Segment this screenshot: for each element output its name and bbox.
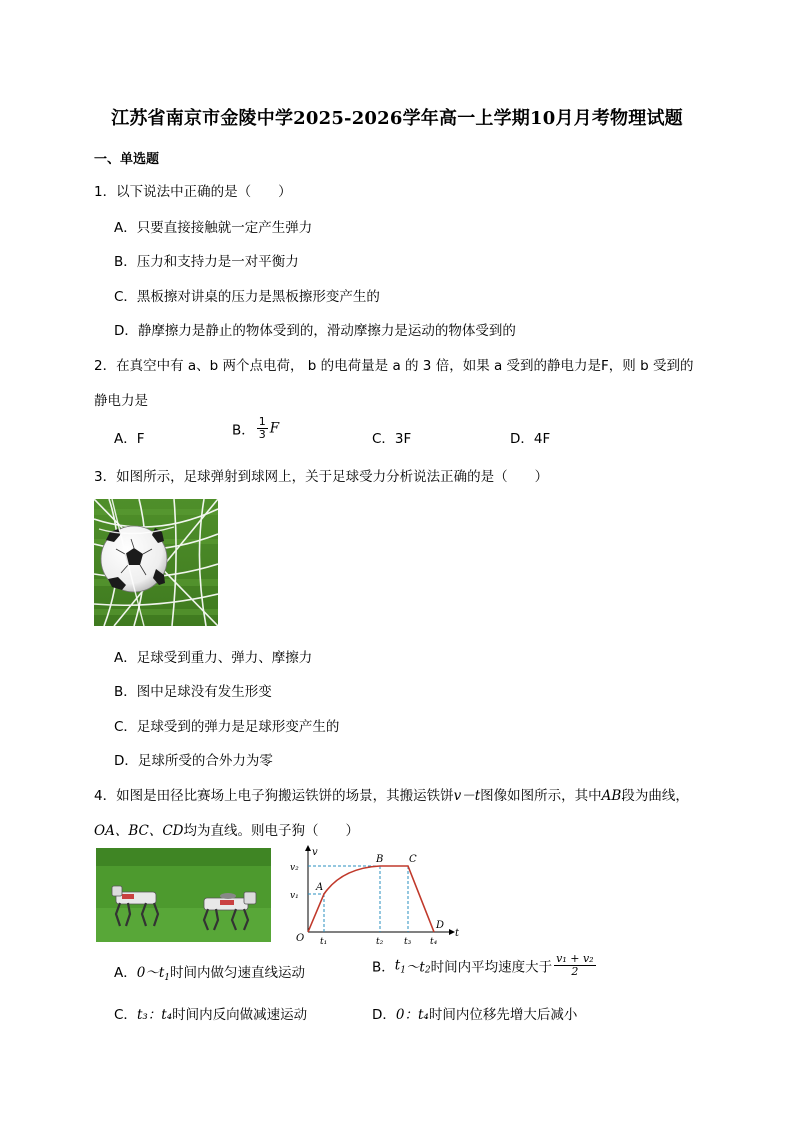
q4-option-d[interactable] [372, 1003, 577, 1023]
time-range: t [394, 957, 401, 974]
section-heading: 一、单选题 [94, 152, 160, 167]
question-2-stem-line2: 静电力是 [94, 393, 148, 409]
point-c-label: C [409, 854, 417, 865]
ab-symbol: AB [601, 788, 622, 804]
q1-option-b[interactable]: B．压力和支持力是一对平衡力 [114, 254, 299, 270]
subscript: 1 [164, 973, 170, 983]
t2-label: t₂ [376, 937, 384, 947]
q1-option-a[interactable]: A．只要直接接触就一定产生弹力 [114, 220, 313, 236]
time-range: 0～t [136, 965, 165, 981]
t4-label: t₄ [430, 937, 438, 947]
point-d-label: D [436, 920, 445, 931]
option-text: 时间内做匀速直线运动 [170, 965, 305, 981]
segments-symbol: OA、BC、CD [94, 823, 184, 839]
q2-option-b-var: F [269, 420, 280, 437]
q4-option-b[interactable] [372, 953, 598, 978]
stem-text: 均为直线。则电子狗（ ） [183, 823, 359, 839]
q2-option-a[interactable]: A．F [114, 431, 145, 447]
q3-option-d[interactable]: D．足球所受的合外力为零 [114, 753, 273, 769]
option-text: 时间内平均速度大于 [430, 959, 553, 976]
t-axis-label: t [455, 928, 460, 939]
q3-option-a[interactable]: A．足球受到重力、弹力、摩擦力 [114, 650, 313, 666]
fraction-numerator: v₁ + v₂ [556, 952, 594, 965]
q1-option-c[interactable]: C．黑板擦对讲桌的压力是黑板擦形变产生的 [114, 289, 380, 305]
t1-label: t₁ [320, 937, 328, 947]
guide-dashes [308, 866, 408, 932]
q2-option-d[interactable]: D．4F [510, 431, 551, 447]
fraction-denominator: 2 [571, 965, 579, 978]
vt-graph [284, 842, 464, 950]
q2-option-b-fraction [257, 416, 268, 441]
question-3-stem: 3．如图所示，足球弹射到球网上，关于足球受力分析说法正确的是（ ） [94, 469, 549, 485]
q1-option-d[interactable]: D．静摩擦力是静止的物体受到的，滑动摩擦力是运动的物体受到的 [114, 323, 516, 339]
vt-curve [308, 866, 434, 932]
origin-label: O [296, 933, 305, 944]
vt-symbol: v－t [453, 788, 481, 804]
time-range: ～t [405, 959, 425, 976]
question-2-stem-line1: 2．在真空中有 a、b 两个点电荷， b 的电荷量是 a 的 3 倍，如果 a 受到的静电力是F，则 b 受到的 [94, 358, 694, 374]
page-title: 江苏省南京市金陵中学2025-2026学年高一上学期10月月考物理试题 [111, 108, 683, 129]
v-axis-label: v [312, 847, 318, 858]
q4-option-b-fraction [554, 953, 595, 978]
stem-text: 图像如图所示，其中 [480, 788, 602, 804]
option-prefix: C． [114, 1007, 137, 1023]
point-b-label: B [376, 854, 384, 865]
time-range: 0：t₄ [395, 1007, 429, 1023]
q3-option-b[interactable]: B．图中足球没有发生形变 [114, 684, 272, 700]
v1-label: v₁ [290, 891, 299, 901]
subscript: 2 [424, 965, 431, 976]
question-4-stem-line2 [94, 819, 359, 839]
option-text: 时间内位移先增大后减小 [428, 1007, 578, 1023]
t3-label: t₃ [404, 937, 412, 947]
robot-dog-photo [96, 848, 271, 942]
stem-text: 段为曲线， [621, 788, 689, 804]
v2-label: v₂ [290, 863, 299, 873]
q2-option-c[interactable]: C．3F [372, 431, 412, 447]
q2-option-b-prefix: B． [232, 422, 255, 439]
fraction-numerator: 1 [258, 415, 266, 428]
time-range: t₃：t₄ [136, 1007, 173, 1023]
subscript: 1 [400, 965, 406, 976]
q4-option-a[interactable] [114, 961, 305, 983]
q4-option-c[interactable] [114, 1003, 307, 1023]
fraction-denominator: 3 [258, 428, 266, 441]
q2-option-b[interactable] [232, 416, 279, 441]
option-text: 时间内反向做减速运动 [172, 1007, 308, 1023]
option-prefix: D． [372, 1007, 396, 1023]
q3-option-c[interactable]: C．足球受到的弹力是足球形变产生的 [114, 719, 340, 735]
question-1-stem: 1．以下说法中正确的是（ ） [94, 184, 292, 200]
question-4-stem-line1 [94, 784, 689, 804]
option-prefix: A． [114, 965, 137, 981]
point-a-label: A [316, 882, 324, 893]
soccer-ball-net-image [94, 499, 218, 626]
option-prefix: B． [372, 959, 395, 976]
stem-text: 4．如图是田径比赛场上电子狗搬运铁饼的场景，其搬运铁饼 [94, 788, 454, 804]
